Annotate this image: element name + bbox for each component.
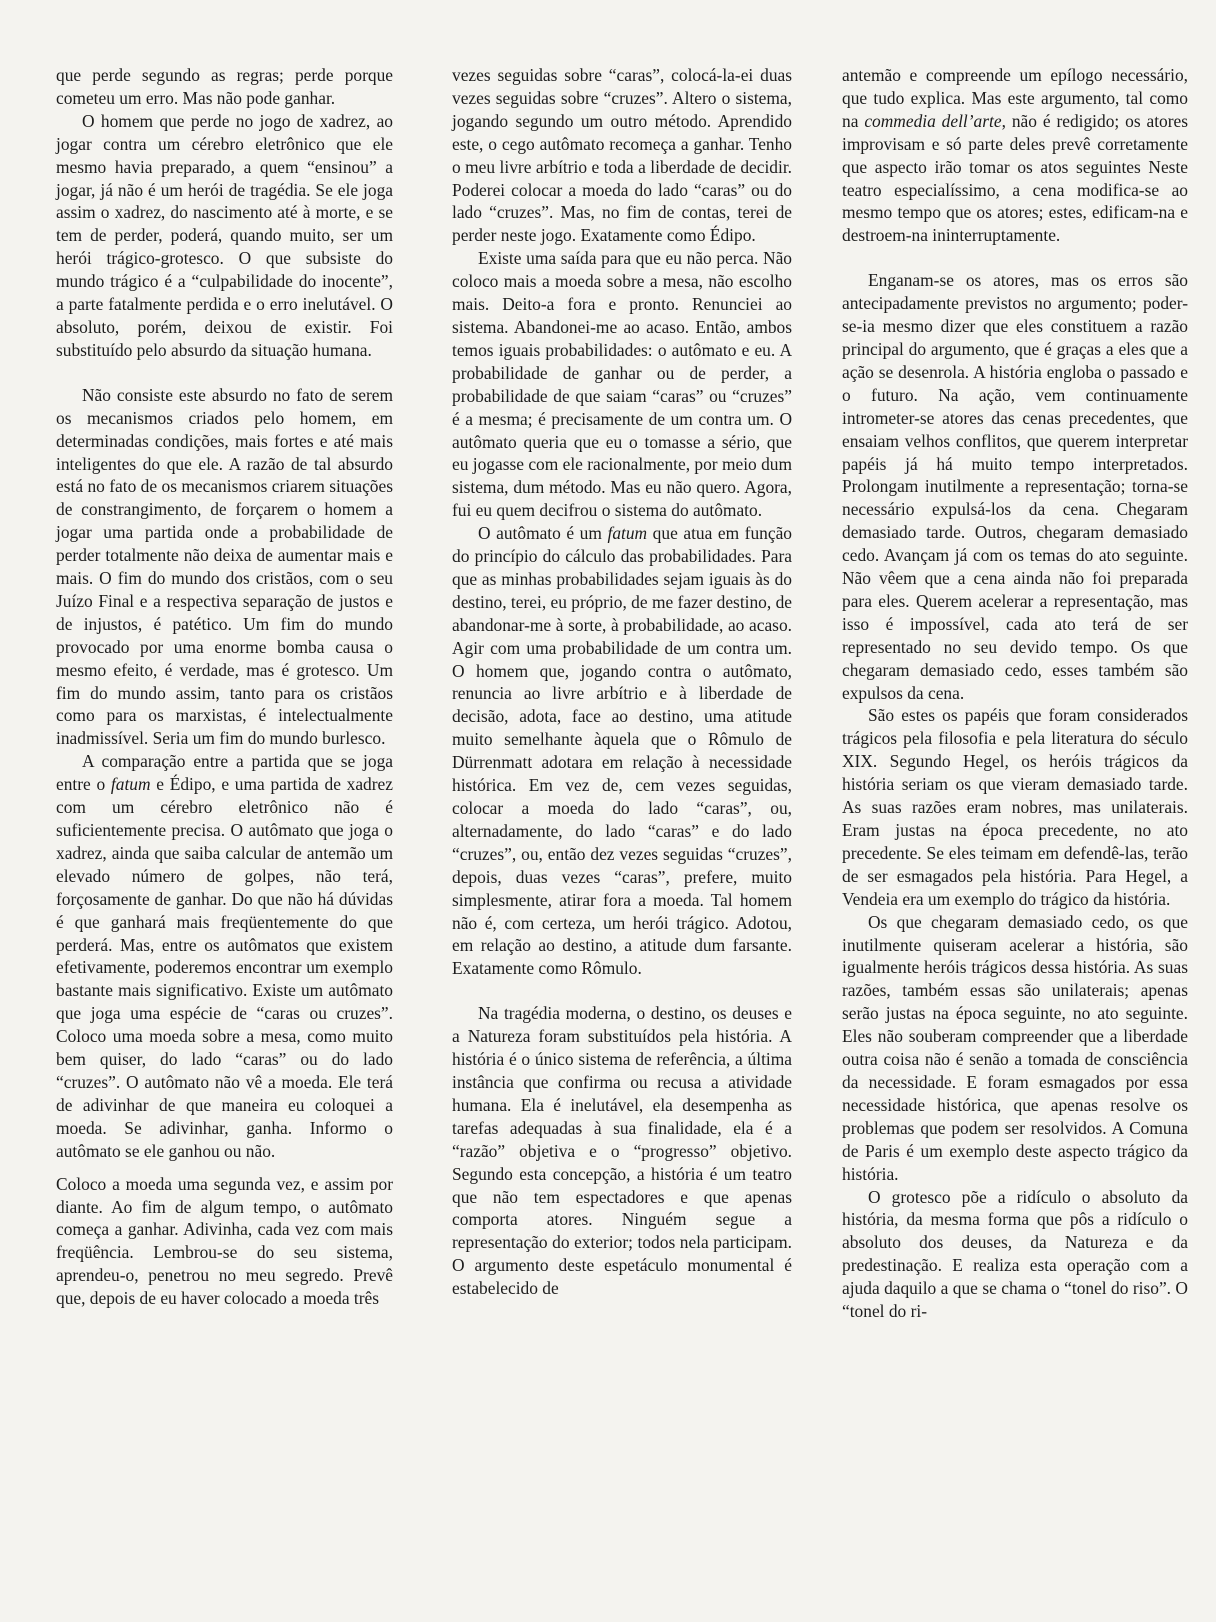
emphasis: fatum: [607, 523, 648, 544]
emphasis: commedia dell’arte: [864, 110, 1002, 131]
text-column-1: [56, 64, 393, 1310]
paragraph: O grotesco põe a ridículo o absoluto da história, da mesma forma que pôs a ridículo o absoluto dos deuses, da Natureza e da predestinação. E realiza esta operação com a ajuda daquilo a que se chama o “tonel do riso”. O “tonel do ri-: [842, 1186, 1188, 1322]
paragraph: vezes seguidas sobre “caras”, colocá-la-ei duas vezes seguidas sobre “cruzes”. Altero o sistema, jogando segundo um outro método. Aprendido este, o cego autômato recomeça a ganhar. Tenho o meu livre arbítrio e toda a liberdade de decidir. Poderei colocar a moeda do lado “caras” ou do lado “cruzes”. Mas, no fim de contas, terei de perder neste jogo. Exatamente como Édipo.: [452, 65, 792, 246]
paragraph: São estes os papéis que foram considerados trágicos pela filosofia e pela literatura do século XIX. Segundo Hegel, os heróis trágicos da história seriam os que vieram demasiado tarde. As suas razões eram nobres, mas unilaterais. Eram justas na época precedente, no ato precedente. Se eles teimam em defendê-las, terão de ser esmagados pela história. Para Hegel, a Vendeia era um exemplo do trágico da história.: [842, 705, 1188, 909]
paragraph: Os que chegaram demasiado cedo, os que inutilmente quiseram acelerar a história, são igualmente heróis trágicos dessa história. As suas razões, também essas são unilaterais; apenas serão justas na época seguinte, no ato seguinte. Eles não souberam compreender que a liberdade outra coisa não é senão a tomada de consciência da necessidade. E foram esmagados por essa necessidade histórica, que apenas resolve os problemas que podem ser resolvidos. A Comuna de Paris é um exemplo deste aspecto trágico da história.: [842, 911, 1188, 1184]
paragraph: que perde segundo as regras; perde porque cometeu um erro. Mas não pode ganhar.: [56, 65, 393, 108]
paragraph: Coloco a moeda uma segunda vez, e assim por diante. Ao fim de algum tempo, o autômato começa a ganhar. Adivinha, cada vez com mais freqüência. Lembrou-se do seu sistema, aprendeu-o, penetrou no meu segredo. Prevê que, depois de eu haver colocado a moeda três: [56, 1173, 393, 1309]
paragraph: antemão e compreende um epílogo necessário, que tudo explica. Mas este argumento, tal como na commedia dell’arte, não é redigido; os atores improvisam e só parte deles prevê corretamente que aspecto irão tomar os atos seguintes Neste teatro especialíssimo, a cena modifica-se ao mesmo tempo que os atores; estes, edificam-na e destroem-na ininterruptamente.: [842, 65, 1189, 246]
emphasis: fatum: [110, 774, 151, 795]
paragraph: Existe uma saída para que eu não perca. Não coloco mais a moeda sobre a mesa, não escolho mais. Deito-a fora e pronto. Renunciei ao sistema. Abandonei-me ao acaso. Então, ambos temos iguais probabilidades: o autômato e eu. A probabilidade de ganhar ou de perder, a probabilidade de que saiam “caras” ou “cruzes” é a mesma; é precisamente de um contra um. O autômato queria que eu o tomasse a sério, que eu jogasse com ele racionalmente, por meio dum sistema, dum método. Mas eu não quero. Agora, fui eu quem decifrou o sistema do autômato.: [452, 248, 792, 521]
text-column-2: [452, 64, 792, 1300]
paragraph: A comparação entre a partida que se joga entre o fatum e Édipo, e uma partida de xadrez com um cérebro eletrônico não é suficientemente precisa. O autômato que joga o xadrez, ainda que saiba calcular de antemão um elevado número de golpes, não terá, forçosamente de ganhar. Do que não há dúvidas é que ganhará mais freqüentemente do que perderá. Mas, entre os autômatos que existem efetivamente, poderemos encontrar um exemplo bastante mais significativo. Existe um autômato que joga uma espécie de “caras ou cruzes”. Coloco uma moeda sobre a mesa, como muito bem quiser, do lado “caras” ou do lado “cruzes”. O autômato não vê a moeda. Ele terá de adivinhar de que maneira eu coloquei a moeda. Se adivinhar, ganha. Informo o autômato se ele ganhou ou não.: [56, 751, 393, 1161]
paragraph: Enganam-se os atores, mas os erros são antecipadamente previstos no argumento; poder-se-ia mesmo dizer que eles constituem a razão principal do argumento, que é graças a eles que a ação se desenrola. A história engloba o passado e o futuro. Na ação, vem continuamente intrometer-se atores das cenas precedentes, que ensaiam velhos conflitos, que querem interpretar papéis já há muito tempo interpretados. Prolongam inutilmente a representação; torna-se necessário expulsá-los da cena. Chegaram demasiado tarde. Outros, chegaram demasiado cedo. Avançam já com os temas do ato seguinte. Não vêem que a cena ainda não foi preparada para eles. Querem acelerar a representação, mas isso é impossível, cada ato terá de ser representado no seu devido tempo. Os que chegaram demasiado cedo, esses também são expulsos da cena.: [842, 270, 1188, 703]
paragraph: Na tragédia moderna, o destino, os deuses e a Natureza foram substituídos pela história. A história é o único sistema de referência, a última instância que confirma ou recusa a atividade humana. Ela é inelutável, ela desempenha as tarefas adequadas à sua finalidade, ela é a “razão” objetiva e o “progresso” objetivo. Segundo esta concepção, a história é um teatro que não tem espectadores e que apenas comporta atores. Ninguém segue a representação do exterior; todos nela participam. O argumento deste espetáculo monumental é estabelecido de: [452, 1003, 792, 1299]
paragraph: Não consiste este absurdo no fato de serem os mecanismos criados pelo homem, em determinadas condições, mais fortes e até mais inteligentes do que ele. A razão de tal absurdo está no fato de os mecanismos criarem situações de constrangimento, de forçarem o homem a jogar uma partida onde a probabilidade de perder totalmente não deixa de aumentar mais e mais. O fim do mundo dos cristãos, com o seu Juízo Final e a respectiva separação de justos e de injustos, é patético. Um fim do mundo provocado por uma enorme bomba causa o mesmo efeito, é verdade, mas é grotesco. Um fim do mundo assim, tanto para os cristãos como para os marxistas, é intelectualmente inadmissível. Seria um fim do mundo burlesco.: [56, 384, 393, 749]
text-column-3: [842, 64, 1188, 1323]
paragraph: O homem que perde no jogo de xadrez, ao jogar contra um cérebro eletrônico que ele mesmo havia preparado, a quem “ensinou” a jogar, já não é um herói de tragédia. Se ele joga assim o xadrez, do nascimento até à morte, e se tem de perder, poderá, quando muito, ser um herói trágico-grotesco. O que subsiste do mundo trágico é a “culpabilidade do inocente”, a parte fatalmente perdida e o erro inelutável. O absoluto, porém, deixou de existir. Foi substituído pelo absurdo da situação humana.: [56, 110, 393, 360]
paragraph: O autômato é um fatum que atua em função do princípio do cálculo das probabilidades. Para que as minhas probabilidades sejam iguais às do destino, terei, eu próprio, de me fazer destino, de abandonar-me à sorte, à probabilidade, ao acaso. Agir com uma probabilidade de um contra um. O homem que, jogando contra o autômato, renuncia ao livre arbítrio e à liberdade de decisão, adota, face ao destino, uma atitude muito semelhante àquela que o Rômulo de Dürrenmatt adotara em relação à necessidade histórica. Em vez de, cem vezes seguidas, colocar a moeda do lado “caras”, ou, alternadamente, do lado “caras” e do lado “cruzes”, ou, então dez vezes seguidas “cruzes”, depois, duas vezes “caras”, prefere, muito simplesmente, atirar fora a moeda. Tal homem não é, com certeza, um herói trágico. Adotou, em relação ao destino, a atitude dum farsante. Exatamente como Rômulo.: [452, 523, 793, 979]
